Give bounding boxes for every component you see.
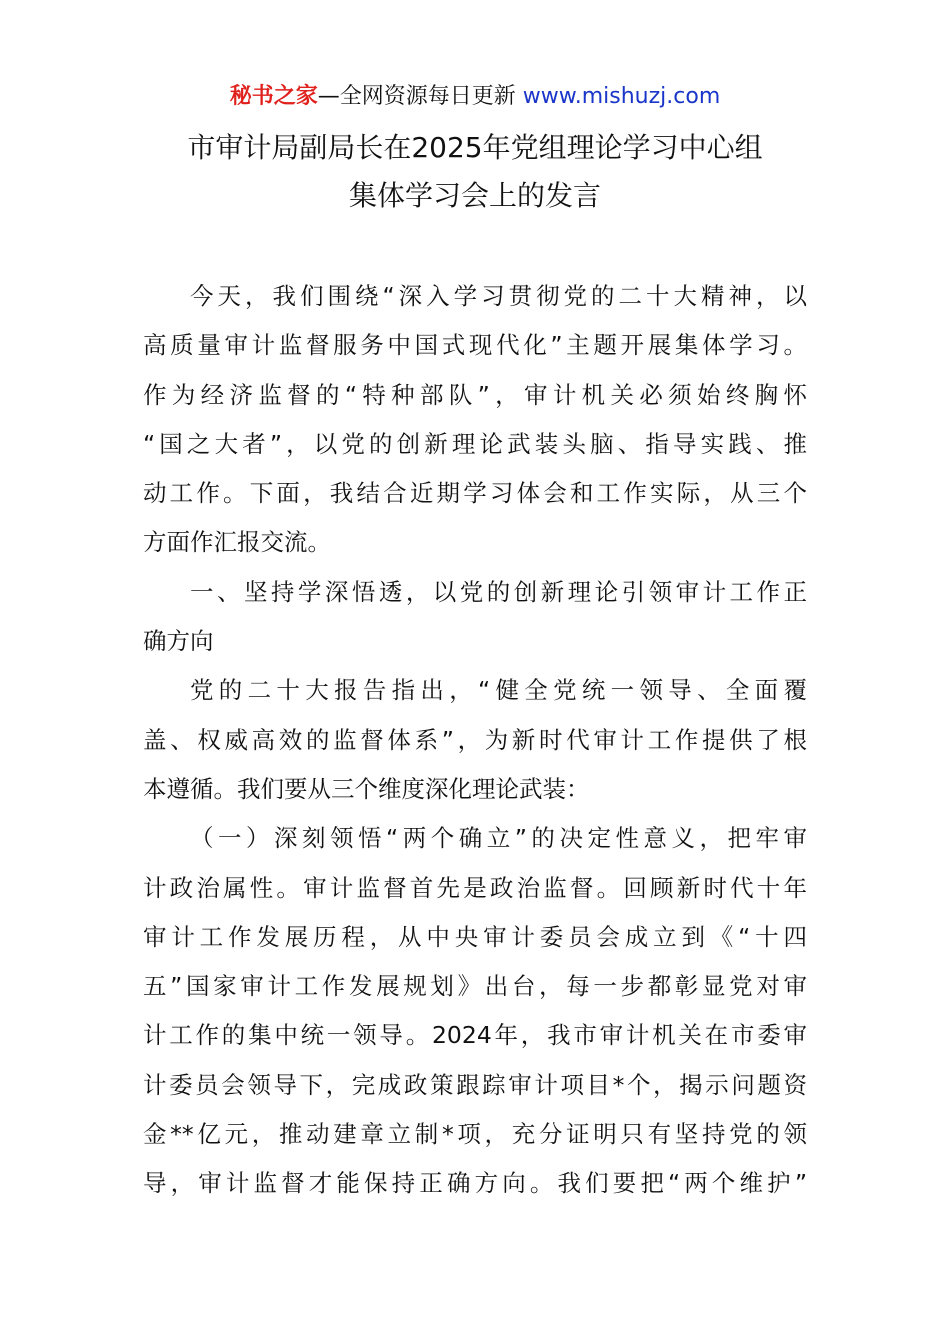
body-line: 方面作汇报交流。 — [143, 528, 331, 557]
body-line: “国之大者”，以党的创新理论武装头脑、指导实践、推 — [143, 429, 807, 458]
body-line: 党的二十大报告指出，“健全党统一领导、全面覆 — [190, 676, 807, 705]
body-line: （一）深刻领悟“两个确立”的决定性意义，把牢审 — [190, 824, 807, 853]
site-header — [0, 80, 950, 114]
site-url-link[interactable]: www.mishuzj.com — [522, 84, 721, 109]
body-line: 审计工作发展历程，从中央审计委员会成立到《“十四 — [143, 922, 807, 951]
title-line-2: 集体学习会上的发言 — [348, 179, 601, 212]
body-line: 盖、权威高效的监督体系”，为新时代审计工作提供了根 — [143, 725, 807, 754]
site-slogan: —全网资源每日更新 — [317, 84, 523, 109]
body-line: 计委员会领导下，完成政策跟踪审计项目*个，揭示问题资 — [143, 1070, 807, 1099]
title-line-1: 市审计局副局长在2025年党组理论学习中心组 — [187, 131, 763, 164]
body-line: 导，审计监督才能保持正确方向。我们要把“两个维护” — [143, 1169, 807, 1198]
body-line: 今天，我们围绕“深入学习贯彻党的二十大精神，以 — [190, 282, 807, 310]
body-line: 计工作的集中统一领导。2024年，我市审计机关在市委审 — [143, 1021, 807, 1050]
site-brand: 秘书之家 — [229, 84, 318, 109]
section-heading-line: 一、坚持学深悟透，以党的创新理论引领审计工作正 — [190, 577, 807, 606]
document-body — [143, 272, 807, 1209]
body-line: 作为经济监督的“特种部队”，审计机关必须始终胸怀 — [143, 380, 807, 409]
body-line: 本遵循。我们要从三个维度深化理论武装： — [143, 774, 590, 803]
body-line: 高质量审计监督服务中国式现代化”主题开展集体学习。 — [143, 331, 807, 360]
section-heading-line: 确方向 — [143, 627, 214, 656]
body-line: 金**亿元，推动建章立制*项，充分证明只有坚持党的领 — [143, 1120, 807, 1149]
body-line: 五”国家审计工作发展规划》出台，每一步都彰显党对审 — [143, 972, 807, 1001]
body-line: 动工作。下面，我结合近期学习体会和工作实际，从三个 — [143, 479, 807, 508]
body-line: 计政治属性。审计监督首先是政治监督。回顾新时代十年 — [143, 873, 807, 902]
document-title — [120, 124, 830, 220]
